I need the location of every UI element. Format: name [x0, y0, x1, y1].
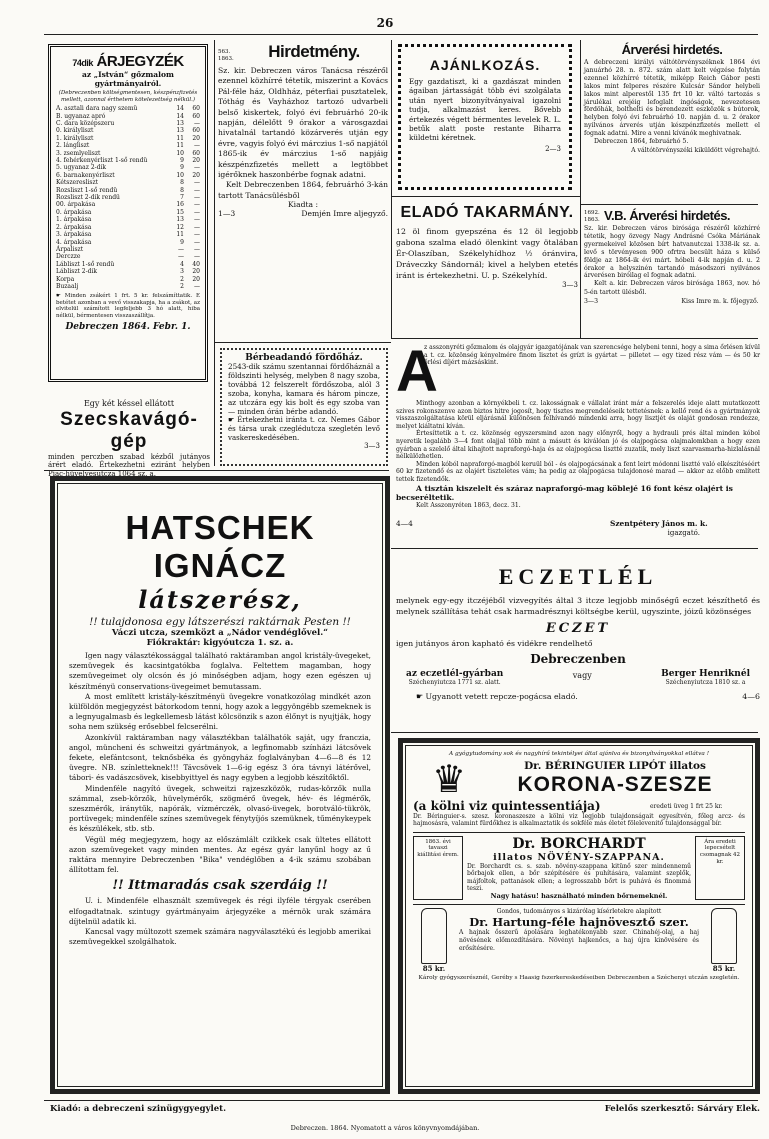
borchardt-title: Dr. BORCHARDT	[512, 835, 646, 852]
gozmalom-emphasis: A tisztán kiszelelt és száraz napraforgó-mag köblejé 16 font kész olajért is becseréltetik.	[396, 483, 733, 502]
arveresi2-body: Sz. kir. Debreczen város birósága részéről közhírré tétetik, hogy özvegy Nagy Andrásné Csóka Máriának gyermekeivel közösen bírt hatvanutczai 1338-ik sz. a. levő s törvényesen 900 ofrtra becsült háza s külső földje az 1864-ik évi márt. hóbeli 4-ik napján d. u. 2 órakor a helyszinén tartandó másodszori nyilvános árverésen biróilag el fognak adatni.	[584, 225, 760, 280]
ajanlkozas-ad	[398, 44, 572, 190]
column-divider	[391, 40, 392, 338]
eczet-seller-1: az eczetlél-gyárban	[406, 668, 504, 679]
gozmalom-body-4: Minden kóból napraforgó-magból keruül ból - és olajpogácsának a fent leirt módonni lisztté való elkészítéséért 60 kr fizetendő és az olajért tiszteletes vám; ha pedig az olajpogácsa tulajdonosé marad — akkor az előbb említett tettek fizetendők.	[396, 460, 760, 483]
korona-maker: Dr. BÉRINGUIER LIPÓT illatos	[524, 760, 706, 772]
hartung-bottle-left	[413, 908, 455, 973]
price-list-row	[56, 187, 200, 194]
price-item-value	[170, 157, 200, 164]
hatschek-p4: Mindenféle nagyító üvegek, schweitzi rajzeszközök, rudas-körzők nulla számmal, zseb-körzők, hüvelymérők, szögmérő üvegek, hév- és légmérők, szeszmérők, iránytűk, napórák, vízmérczék, olvasó-üvegek, borotváló-tükrök, portüvegek; mindenféle színes szemüvegek fénytyíjós szemüknek, tűménykeypek és készülékek, stb. stb.	[69, 783, 371, 834]
price-item-value	[170, 142, 200, 149]
rule	[391, 338, 758, 339]
price-list-row	[56, 105, 200, 112]
gozmalom-footer	[396, 520, 760, 544]
szecska-ref: 2—2	[194, 478, 210, 487]
hirdetmeny-ref: 1—3	[218, 208, 236, 218]
price-krajcar: 60	[192, 127, 200, 135]
szecska-title: Szecskavágó-gép	[60, 408, 198, 452]
price-item-value	[170, 231, 200, 238]
price-list-row	[56, 120, 200, 127]
arveresi1-signer: A váltótörvényszéki kiküldött végrehajtó.	[631, 146, 760, 154]
price-krajcar: 60	[192, 149, 200, 157]
price-list-row	[56, 135, 200, 142]
hartung-prefix: Gondos, tudományos s kizárólag kísérletekre alapított	[496, 908, 662, 916]
gozmalom-role: igazgató.	[667, 528, 700, 537]
column-divider	[214, 40, 215, 466]
borchardt-subtitle: illatos NÖVÉNY-SZAPPANA.	[493, 851, 665, 863]
page-number: 26	[376, 16, 394, 30]
price-item-name: 3. zsemlyeliszt	[56, 149, 101, 157]
price-list-box	[48, 44, 208, 382]
gozmalom-ref: 4—4	[396, 519, 413, 528]
hatschek-p1: Igen nagy választékossággal található raktáramban angol kristály-üvegeket, szemüvegek és kacsintgatókba foglalva. Feltettem magamban, hogy szemüvegeimet oly olcsón és jó minőségben adjam, hogy ezen egészen uj készítményü conservations-üvegeimet bemutassam.	[69, 651, 371, 691]
borchardt-medal-box: 1863. évi tavaszi kiállitási érem.	[413, 836, 463, 901]
price-item-value	[170, 127, 200, 134]
price-forint: 14	[176, 112, 184, 120]
price-krajcar: —	[194, 186, 200, 194]
price-item-value	[170, 120, 200, 127]
price-list-row	[56, 113, 200, 120]
eczet-title: ECZETLÉL	[498, 564, 658, 589]
korona-subtitle: (a kölni viz quintessentiája)	[413, 799, 601, 813]
price-forint: 9	[180, 238, 184, 246]
gozmalom-dropcap: A	[396, 339, 438, 404]
price-forint: 11	[176, 142, 184, 150]
price-krajcar: 60	[192, 112, 200, 120]
hatschek-p2: A most említett kristály-készítményü üvegekre vonatkozólag mindkét azon külföldön megjegyzést bátorkodom tenni, hogy azok a leggyöngébb szemeknek is a legnyugalmasb és legkellemesb látást kölcsönzik s azon élőnyt is nyujtják, hogy soha nem szükség erősebbel felcserélni.	[69, 691, 371, 732]
price-item-value	[170, 172, 200, 179]
price-item-value	[170, 187, 200, 194]
price-list-title: 74dik ÁRJEGYZÉK	[72, 53, 184, 70]
hatschek-last-day: !! Ittmaradás csak szerdáig !!	[112, 878, 328, 894]
hatschek-p6: U. i. Mindenféle elhasznált szemüvegek és régi ilyféle térgyak cserében elfogadtatnak. szintugy gyártmányaim árjegyzéke a mérnök urak számára díjtelnül adatik ki.	[69, 896, 371, 926]
arveresi1-body: A debreczeni királyi váltótörvényszéknek 1864 évi januárhó 28. n. 872. szám alatt kelt végzése folytán ezennel közhírré tétetik, miképp Reich Gábor pesti lakos mint felperes részére Kulcsár Sándor helybeli lakos mint alperestől 135 frt 10 kr. váltó tartozás s járulékai erejéig lefoglalt ingóságok, nevezetesen fördöhák, bolthelti és berendezett eszközök s bútorok, helyben folyó évi februárhó 10. napján d. u. 2 órakor nyilvános árverés utján készpénzfizetés mellett el fognak adatni. Mire a venni kívánók meghivatnak.	[584, 59, 760, 138]
column-divider	[580, 40, 581, 338]
price-forint: 14	[176, 105, 184, 113]
hirdetmeny-signer: Demjén Imre aljegyző.	[301, 208, 388, 218]
eczet-availability: igen jutányos áron kapható és vidékre rendelhető	[396, 639, 593, 648]
hartung-bottle-right	[703, 908, 745, 973]
eczet-city: Debreczenben	[530, 651, 626, 666]
price-list-row	[56, 157, 200, 164]
price-list-row	[56, 172, 200, 179]
arveresi2-date: Kelt a. kir. Debreczen város birósága 1863, nov. hó 5-én tartott ülésből.	[584, 280, 760, 296]
price-forint: 2	[180, 275, 184, 283]
price-item-value	[170, 253, 200, 260]
price-krajcar: —	[194, 164, 200, 172]
eczet-address-2: Széchenyiutcza 1810 sz. a	[665, 678, 746, 686]
hirdetmeny-date: Kelt Debreczenben 1864, februárhó 3-kán tartott Tanácsülésből	[218, 180, 389, 200]
price-item-name: 6. barnakenyérliszt	[56, 171, 115, 179]
price-list-row	[56, 194, 200, 201]
price-item-name: 2. árpakása	[56, 223, 92, 231]
berbeado-title: Bérbeadandó fördőház.	[245, 353, 363, 363]
footer-rule	[44, 1100, 758, 1101]
price-item-name: Lábliszt 1-ső rendü	[56, 260, 115, 268]
price-list-row	[56, 224, 200, 231]
price-krajcar: —	[194, 231, 200, 239]
hatschek-p3: Azonkívül raktáramban nagy választékban találhatók saját, ugy franczia, angol, müncheni és schweitzi gyártmányok, a legfinomabb színházi látcsövek fekete, elefántcsont, teknősbéka és gyöngyház foglalványban 4—6—8 és 12 üvegre. NB. színletteknek!!! Távcsövek 1—6-ig egész 3 óra távnyi látérővel, tábori- és vadászcsövek, kisebbyittyel és nagy egyben a legjobb készítőktől.	[69, 732, 371, 783]
footer-publisher: Kiadó: a debreczeni szinügygyegylet.	[50, 1104, 227, 1114]
price-forint: 9	[180, 164, 184, 172]
price-forint: 13	[176, 216, 184, 224]
hatschek-name: HATSCHEK IGNÁCZ	[125, 509, 315, 584]
eczet-ad	[396, 554, 760, 730]
price-list-row	[56, 201, 200, 208]
price-list-row	[56, 209, 200, 216]
price-item-value	[170, 164, 200, 171]
rule	[391, 732, 758, 733]
price-list-signature: Debreczen 1864. Febr. 1.	[65, 321, 191, 332]
footer	[50, 1104, 760, 1118]
hand-pointer-icon: ☛	[228, 416, 235, 425]
borchardt-body: Dr. Borchardt cs. s. szab. növény-szappana kitünő szer mindennemű bőrbajok ellen, a bőr szépítésére és puhítására, valamint szeplők, májfoltok, pattanások ellen; a legrosszabb bőrt is puhává és finommá teszi.	[467, 862, 691, 893]
price-item-value	[170, 276, 200, 283]
price-item-name: Rozsliszt 1-ső rendü	[56, 186, 118, 194]
price-forint: —	[178, 245, 184, 253]
price-item-name: C. dara középszeru	[56, 120, 115, 127]
hatschek-line-3: Fiókraktár: kigyóutcza 1. sz. a.	[146, 638, 294, 648]
price-list-row	[56, 150, 200, 157]
hatschek-ad	[50, 476, 390, 1094]
price-item-value	[170, 179, 200, 186]
price-krajcar: —	[194, 282, 200, 290]
price-list-row	[56, 231, 200, 238]
price-forint: 16	[176, 201, 184, 209]
price-list-row	[56, 142, 200, 149]
price-krajcar: 20	[192, 157, 200, 165]
price-krajcar: 40	[192, 260, 200, 268]
price-forint: 10	[176, 149, 184, 157]
hand-pointer-icon: ☛	[56, 293, 61, 300]
price-list-row	[56, 127, 200, 134]
price-item-value	[170, 105, 200, 112]
hartung-price-right: 85 kr.	[712, 964, 736, 974]
arveresi-ad-1	[584, 42, 760, 202]
rule	[214, 342, 391, 343]
price-krajcar: —	[194, 238, 200, 246]
hartung-price-left: 85 kr.	[422, 964, 446, 974]
price-forint: 8	[180, 179, 184, 187]
footer-editor: Felelős szerkesztő: Sárváry Elek.	[604, 1104, 760, 1114]
price-item-name: 1. árpakása	[56, 216, 92, 224]
korona-top: A gyógytudomány sok és nagyhírű tekintélyei által ajánlva és bizonyítványokkal ellátva !	[448, 751, 710, 757]
price-item-name: Lábliszt 2-dik	[56, 268, 98, 276]
eczet-note: ☛ Ugyanott vetett repcze-pogácsa eladó.	[416, 691, 578, 701]
price-forint: 3	[180, 268, 184, 276]
elado-ref: 3—3	[562, 281, 578, 289]
eczet-ref: 4—6	[742, 691, 760, 701]
hirdetmeny-body: Sz. kir. Debreczen város Tanácsa részéről ezennel közhírré tétetik, miszerint a Kovács Pál-féle ház, Oldhház, péterfiai pusztatelek, Tóthág és Vayházhoz tartozó udvarbeli belső kiskertek, folyó évi februárhó 20-ik napján, délelőtt 9 órakor a városgazdai hivatalnál tartandó közárverés utján egy évre, vagyis folyó évi márczius 1-ső napjától 1865-ik év márczius 1-ső napjáig készpénzfizetés mellett a legtöbbet igérőknek haszonbérbe fognak adatni.	[218, 66, 388, 180]
price-forint: 2	[180, 282, 184, 290]
rule	[391, 196, 580, 197]
price-item-name: B. ugyanaz apró	[56, 112, 106, 120]
price-krajcar: —	[194, 194, 200, 202]
borchardt-price-box: Ára eredeti lepecsételt csomagnak 42 kr.	[695, 836, 745, 901]
gozmalom-date: Kelt Asszonyréten 1863, decz. 31.	[416, 501, 521, 509]
price-item-value	[170, 135, 200, 142]
price-item-name: 4. fehérkenyérliszt 1-ső rendü	[56, 157, 148, 165]
berbeado-ref: 3—3	[364, 442, 380, 451]
szecska-ad	[48, 399, 210, 487]
price-item-value	[170, 113, 200, 120]
elado-body: 12 öl finom gyepszéna és 12 öl legjobb gabona szalma eladó ölenkint vagy ötalában Ér-Olaszíban, Székelyhídhoz ½ óránvira, Dráveczky Sándornál; kivel a helyben etetés iránt is értekezhetni. U. p. Székelyhíd.	[396, 227, 578, 280]
price-krajcar: —	[194, 142, 200, 150]
price-forint: 8	[180, 186, 184, 194]
price-krajcar: 20	[192, 268, 200, 276]
rule	[580, 204, 758, 205]
price-list-items	[56, 105, 200, 290]
hartung-body: A hajnak ősszerű ápolására leghatékonyabb szer. Chinahéj-olaj, a haj növésének előmozdítására. Növényi hajkenőcs, a haj újra kinövésére és erősítésére.	[459, 929, 699, 952]
gozmalom-body-2: Minthogy azonban a környékbeli t. cz. lakosságnak e vállalat iránt már a felszerelés ideje alatt mutatkozott szives rokonszenve azon biztos hitre jogosít, hogy tisztes megrendeléseik tettetésnek: a kellő rend és a gyártmányok visszaszolgáltatása körül eljárásnál különösen felhívandó mindenki arra, hogy lisztjét és olaját gondosan rendezze, melyet kiáltatni kíván.	[396, 400, 760, 430]
price-item-value	[170, 209, 200, 216]
price-item-name: 3. árpakása	[56, 231, 92, 239]
hartung-title: Dr. Hartung-féle hajnövesztő szer.	[469, 915, 689, 930]
price-item-value	[170, 239, 200, 246]
rule	[44, 470, 389, 471]
price-item-name: A. asztali dara nagy szemü	[56, 105, 138, 113]
price-item-value	[170, 201, 200, 208]
price-item-name: Derczze	[56, 253, 81, 261]
price-item-value	[170, 268, 200, 275]
arveresi2-number: 1692. 1863.	[584, 210, 600, 223]
rule	[391, 548, 758, 549]
arveresi1-date: Debreczen 1864, februárhó 5.	[594, 138, 689, 146]
korona-price: eredeti üveg 1 frt 25 kr.	[650, 802, 723, 810]
price-forint: 9	[180, 157, 184, 165]
arveresi2-ref: 3—3	[584, 297, 599, 305]
bottle-icon	[421, 908, 447, 964]
price-item-value	[170, 216, 200, 223]
price-krajcar: 20	[192, 171, 200, 179]
hirdetmeny-ad	[218, 42, 388, 342]
price-krajcar: —	[194, 201, 200, 209]
price-item-value	[170, 194, 200, 201]
korona-title: KORONA-SZESZE	[517, 773, 713, 796]
szecska-intro: Egy két késsel ellátott	[83, 399, 175, 408]
price-list-row	[56, 164, 200, 171]
price-item-value	[170, 150, 200, 157]
price-list-row	[56, 283, 200, 290]
gozmalom-body-1: z asszonyréti gőzmalom és olajgyár igazgatójának van szerencsége helybeni tenni, hogy a sima őrlésen kívül a t. cz. közönség kényelmére finom lisztet és grízt is gyártat — pilletet — egy tized rész vám — és 50 kr őrlési díjért mázsáskint.	[424, 344, 760, 367]
gozmalom-body-3: Értesíttetik a t. cz. közönség egyszersmind azon nagy előnyről, hogy a hydrauli prés által minden kóbol nyeretik legalább 3—4 font olajjal több mint a másutt és kiválóan jó és olajpogácsa olajmalomkban a hogy ezen gyárban a szelelő által kihajtott napraforgó-haja és az olajpogácsa lisztté zuzatik, mely liszt szarvasmarha-hizlalásnál nélkülözhetlen.	[396, 430, 760, 461]
hatschek-trade: látszerész,	[138, 585, 302, 614]
top-rule	[44, 34, 758, 35]
price-item-value	[170, 283, 200, 290]
price-item-name: 1. királyliszt	[56, 134, 94, 142]
gozmalom-signer: Szentpétery János m. k.	[610, 519, 708, 528]
price-forint: 13	[176, 120, 184, 127]
price-list-row	[56, 216, 200, 223]
ajanlkozas-body: Egy gazdatiszt, ki a gazdászat minden ágaiban jártasságát több évi szolgálata után nyert bizonyítványaival igazolni tudja, alkalmazást keres. Bővebb értekezés végett bérmentes levelek R. L. betűk alatt poste restante Biharra küldetni kéretnek.	[409, 77, 561, 143]
berbeado-contact: ☛ Értekezhetni iránta t. cz. Nemes Gábor és társa urak czeglédutcza szegletén levő vaskereskedésében.	[228, 416, 380, 442]
arveresi2-title: V.B. Árverési hirdetés.	[604, 208, 731, 223]
price-item-value	[170, 224, 200, 231]
price-item-name: Buzaalj	[56, 282, 79, 290]
price-item-name: Korpa	[56, 275, 75, 283]
price-item-name: 00. árpakása	[56, 201, 96, 209]
price-krajcar: —	[194, 208, 200, 216]
price-item-name: 0. királyliszt	[56, 127, 94, 135]
arveresi2-signer: Kiss Imre m. k. főjegyző.	[681, 297, 759, 305]
price-forint: 4	[180, 260, 184, 268]
price-krajcar: 60	[192, 105, 200, 113]
footer-printer: Debreczen. 1864. Nyomatott a város könyvnyomdájában.	[290, 1124, 480, 1132]
price-list-row	[56, 261, 200, 268]
price-krajcar: —	[194, 223, 200, 231]
price-list-subtitle: az „István“ gőzmalom gyártmányairól.	[82, 70, 174, 88]
price-forint: 11	[176, 231, 184, 239]
arveresi-ad-2	[584, 208, 760, 336]
price-list-row	[56, 253, 200, 260]
hatschek-p7: Kancsal vagy múltozott szemek számára nagyválasztékú és legjobb amerikai szemüvegekkel szolgálhatok.	[69, 927, 371, 947]
price-item-name: 2. lángliszt	[56, 142, 90, 150]
price-list-row	[56, 276, 200, 283]
eczet-address-1: Széchenyiutcza 1771 sz. alatt.	[408, 678, 501, 686]
price-item-value	[170, 261, 200, 268]
price-item-value	[170, 246, 200, 253]
hatschek-line-1: !! tulajdonosa egy látszerészi raktárnak Pesten !!	[89, 616, 351, 628]
eczet-seller-2: Berger Henriknél	[661, 668, 750, 679]
bottle-icon	[711, 908, 737, 964]
price-item-name: Rozsliszt 2-dik rendü	[56, 194, 120, 202]
berbeado-body: 2543-dik számu szentannai fördőháznál a földszinti helység, melyben 8 nagy szoba, továbbá 12 felszerelt fördőszoba, alól 3 szoba, konyha, kamara és három pincze, az utczára egy kis bolt és egy szoba van — minden órán bérbe adandó.	[228, 362, 380, 416]
price-forint: 11	[176, 134, 184, 142]
hatschek-p5: Végül még megjegyzem, hogy az előszámlált czikkek csak ültetes ellátott azon szemüvegeket vagy minden mentes. Az egész gyár lanyűnl hogy az ű raktára mennyire Debreczenben "Bika" vendéglőben a 4-ik számu szobában állítottam fel.	[69, 834, 371, 875]
hand-pointer-icon: ☛	[416, 691, 423, 701]
price-list-row	[56, 246, 200, 253]
price-krajcar: —	[194, 120, 200, 127]
price-forint: 13	[176, 127, 184, 135]
szecska-body: minden perczben szabad kézből jutányos árért eladó. Értekezhetni eziránt helyben Piac-hüvelyesutcza 1064 sz. a.	[48, 452, 210, 478]
price-list-note: (Debreczenben költségmentesen, készpénzfizetés mellett, azonnal érthetem kötelezettség nélkül.)	[58, 90, 198, 103]
price-item-name: 4. árpakása	[56, 238, 92, 246]
eczet-subtitle: ECZET	[545, 621, 611, 636]
hirdetmeny-number: 563. 1863.	[218, 49, 234, 62]
price-item-name: 5. ugyanaz 2-dik	[56, 164, 107, 172]
hartung-footer: Károly gyógyszerésznél, Geréby s Haasig fszerkereskedéseiben Debreczenben a Széchenyi utczán szegletén.	[418, 975, 740, 982]
price-forint: 10	[176, 171, 184, 179]
elado-title: ELADÓ TAKARMÁNY.	[400, 204, 574, 221]
price-forint: 15	[176, 208, 184, 216]
price-krajcar: 20	[192, 275, 200, 283]
arveresi1-title: Árverési hirdetés.	[621, 42, 723, 57]
gozmalom-ad	[396, 339, 760, 534]
price-krajcar: —	[194, 245, 200, 253]
hirdetmeny-kiadta: Kiadta :	[287, 200, 319, 210]
price-krajcar: —	[194, 179, 200, 187]
borchardt-emphasis: Nagy hatásu! használható minden bőrnemeknél.	[490, 892, 668, 901]
berbeado-ad	[220, 348, 388, 466]
price-krajcar: —	[194, 253, 200, 261]
elado-ad	[396, 204, 578, 336]
price-krajcar: 20	[192, 134, 200, 142]
korona-body: Dr. Béringuier-s. szesz. koronaszesze a kölni viz legjobb tulajdonságait egyesítvén, főleg arcz- és hajmosásra, valamint fürdőkhez is alkalmaztatik és sokféle más életet fölelevenitő tulajdonsággal bír.	[413, 813, 745, 828]
price-list-row	[56, 179, 200, 186]
price-item-name: Kétszeresliszt	[56, 179, 99, 187]
price-krajcar: —	[194, 216, 200, 224]
hirdetmeny-title: Hirdetmény.	[268, 42, 360, 61]
price-item-name: 0. árpakása	[56, 208, 92, 216]
ajanlkozas-title: AJÁNLKOZÁS.	[429, 57, 541, 73]
eczet-or: vagy	[572, 670, 592, 680]
price-list-footnote: ☛ Minden zsákért 1 frt. 5 kr. felszámíttatik. E betétet azonban a vevő visszakapja, ha a zsákot, az elvitelül számított legfeljebb 3 hó alatt, hiba nélkül, bérmentesen visszaszállítja.	[56, 293, 200, 319]
price-list-row	[56, 239, 200, 246]
crown-icon: ♛	[431, 757, 467, 801]
eczet-body: melynek egy-egy itczéjéből vizvegyítés által 3 itcze legjobb minőségű eczet készíthető és melynek szállítása tehát csak harmadrésznyi költségbe kerül, ugyszinte, jóizű közönséges	[396, 596, 760, 616]
price-item-name: Árpaliszt	[56, 245, 84, 253]
hatschek-line-2: Váczi utcza, szemközt a „Nádor vendéglővel.“	[111, 628, 329, 638]
price-list-row	[56, 268, 200, 275]
price-forint: —	[178, 253, 184, 261]
price-forint: 12	[176, 223, 184, 231]
cosmetics-ad	[398, 738, 760, 1094]
price-forint: 7	[180, 194, 184, 202]
ajanlkozas-ref: 2—3	[545, 144, 561, 153]
